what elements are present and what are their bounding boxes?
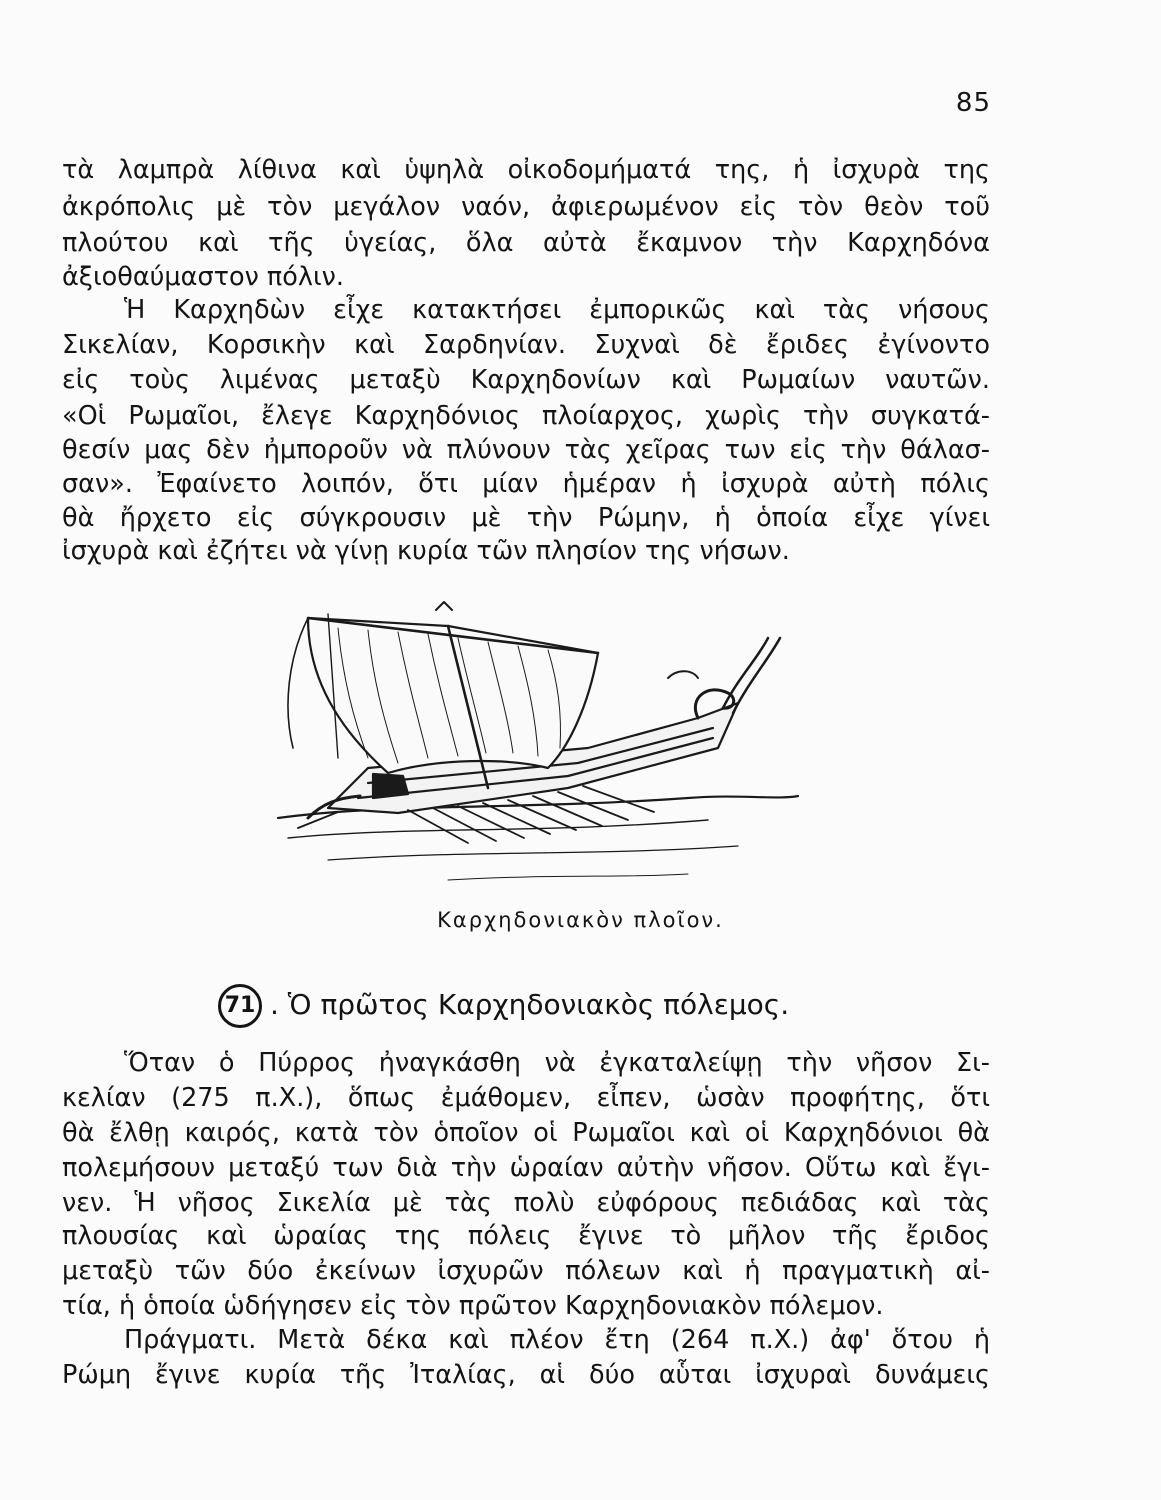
text-line: πλουσίας καὶ ὡραίας της πόλεις ἔγινε τὸ μῆλον τῆς ἔριδος [62,1221,990,1251]
text-line: «Οἱ Ρωμαῖοι, ἔλεγε Καρχηδόνιος πλοίαρχος, χωρὶς τὴν συγκατά- [62,401,990,431]
section-number: 71 [218,984,262,1028]
text-line: τὰ λαμπρὰ λίθινα καὶ ὑψηλὰ οἰκοδομήματά της, ἡ ἰσχυρὰ της [62,155,990,185]
text-line: σαν». Ἐφαίνετο λοιπόν, ὅτι μίαν ἡμέραν ἡ ἰσχυρὰ αὐτὴ πόλις [62,469,990,499]
section-title: . Ὁ πρῶτος Καρχηδονιακὸς πόλεμος. [270,988,790,1021]
text-line: Σικελίαν, Κορσικὴν καὶ Σαρδηνίαν. Συχναὶ δὲ ἔριδες ἐγίνοντο [62,330,990,360]
text-line: Ἡ Καρχηδὼν εἶχε κατακτήσει ἐμπορικῶς καὶ τὰς νήσους [124,295,990,325]
text-line: κελίαν (275 π.Χ.), ὅπως ἐμάθομεν, εἶπεν, ὡσὰν προφήτης, ὅτι [62,1083,990,1113]
section-heading [218,984,789,1028]
text-line: πολεμήσουν μεταξύ των διὰ τὴν ὡραίαν αὐτὴν νῆσον. Οὕτω καὶ ἔγι- [62,1153,990,1183]
page-number: 85 [955,88,991,118]
text-line: τία, ἡ ὁποία ὡδήγησεν εἰς τὸν πρῶτον Καρχηδονιακὸν πόλεμον. [62,1291,884,1321]
text-line: θεσίν μας δὲν ἠμποροῦν νὰ πλύνουν τὰς χεῖρας των εἰς τὴν θάλασ- [62,435,990,465]
text-line: ἀκρόπολις μὲ τὸν μεγάλον ναόν, ἀφιερωμένον εἰς τὸν θεὸν τοῦ [62,192,990,222]
text-line: νεν. Ἡ νῆσος Σικελία μὲ τὰς πολὺ εὐφόρους πεδιάδας καὶ τὰς [62,1188,990,1218]
text-line: Ρώμη ἔγινε κυρία τῆς Ἰταλίας, αἱ δύο αὗται ἰσχυραὶ δυνάμεις [62,1360,990,1390]
text-line: ἀξιοθαύμαστον πόλιν. [62,262,344,292]
text-line: θὰ ἤρχετο εἰς σύγκρουσιν μὲ τὴν Ρώμην, ἡ ὁποία εἶχε γίνει [62,503,990,533]
text-line: πλούτου καὶ τῆς ὑγείας, ὅλα αὐτὰ ἔκαμνον τὴν Καρχηδόνα [62,228,990,258]
text-line: ἰσχυρὰ καὶ ἐζήτει νὰ γίνῃ κυρία τῶν πλησίον της νήσων. [62,536,790,566]
text-line: εἰς τοὺς λιμένας μεταξὺ Καρχηδονίων καὶ Ρωμαίων ναυτῶν. [62,365,990,395]
text-line: θὰ ἔλθῃ καιρός, κατὰ τὸν ὁποῖον οἱ Ρωμαῖοι καὶ οἱ Καρχηδόνιοι θὰ [62,1118,990,1148]
text-line: Πράγματι. Μετὰ δέκα καὶ πλέον ἔτη (264 π.Χ.) ἀφ' ὅτου ἡ [124,1325,990,1355]
text-line: Ὅταν ὁ Πύρρος ἠναγκάσθη νὰ ἐγκαταλείψῃ τὴν νῆσον Σι- [124,1048,990,1078]
carthaginian-ship-illustration [268,598,808,898]
figure-caption: Καρχηδονιακὸν πλοῖον. [437,908,724,932]
text-line: μεταξὺ τῶν δύο ἐκείνων ἰσχυρῶν πόλεων καὶ ἡ πραγματικὴ αἰ- [62,1256,990,1286]
